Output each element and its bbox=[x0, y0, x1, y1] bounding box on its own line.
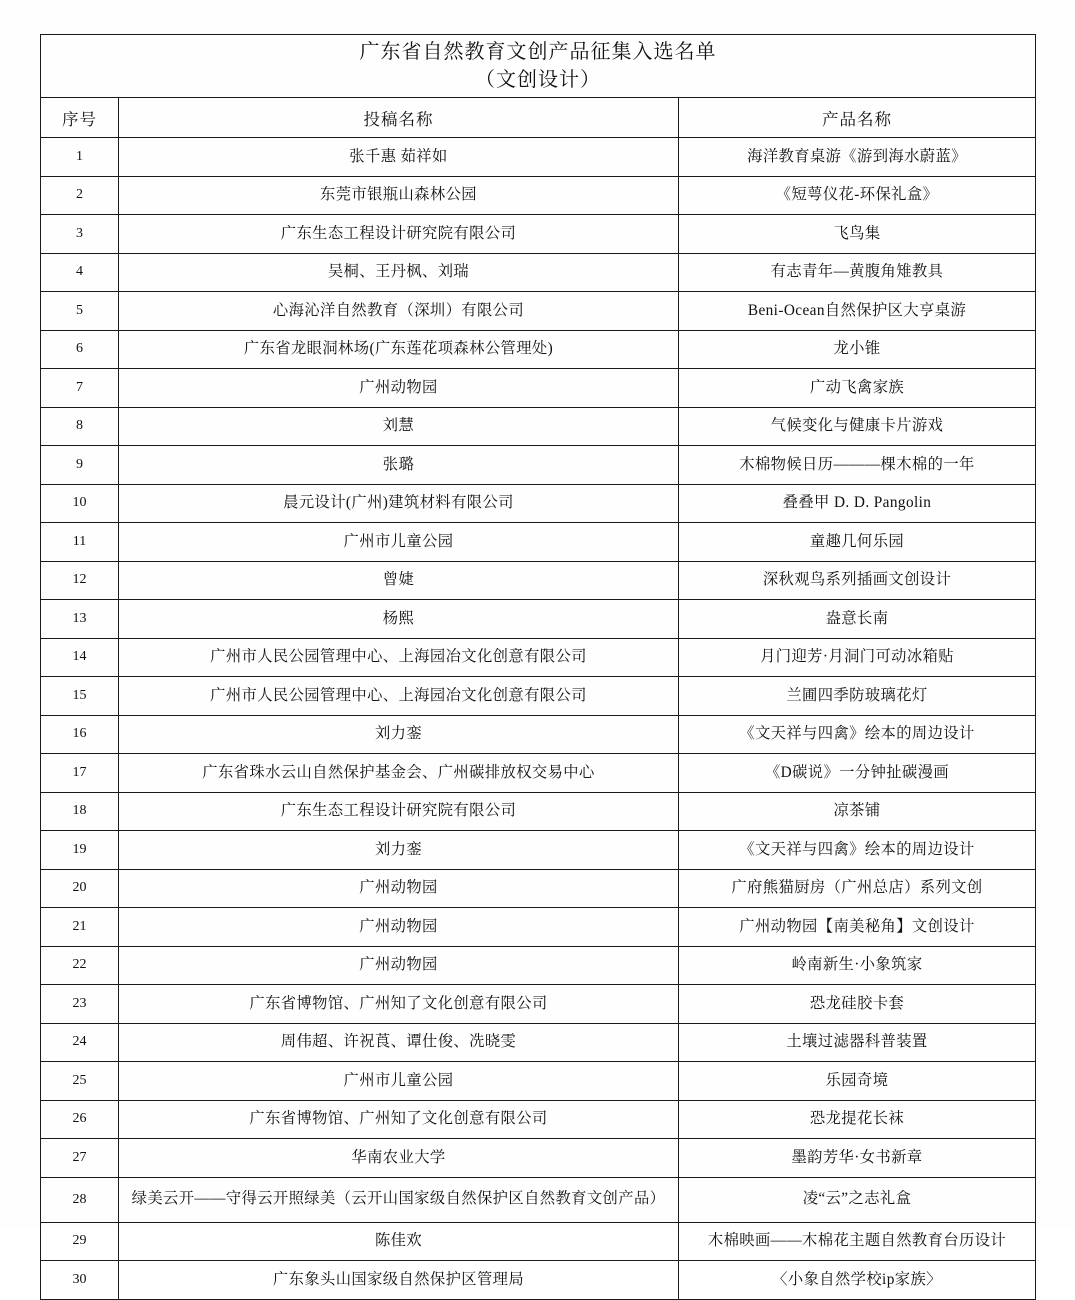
table-row bbox=[41, 369, 1036, 408]
row-no: 22 bbox=[41, 946, 119, 985]
row-product: 海洋教育桌游《游到海水蔚蓝》 bbox=[679, 138, 1036, 177]
row-product: 〈小象自然学校ip家族〉 bbox=[679, 1261, 1036, 1300]
row-product: 广动飞禽家族 bbox=[679, 369, 1036, 408]
row-name: 广州动物园 bbox=[119, 869, 679, 908]
row-no: 7 bbox=[41, 369, 119, 408]
table-body bbox=[41, 35, 1036, 1300]
row-name: 广州动物园 bbox=[119, 369, 679, 408]
row-name: 广东省博物馆、广州知了文化创意有限公司 bbox=[119, 985, 679, 1024]
table-row bbox=[41, 946, 1036, 985]
row-name: 广州市儿童公园 bbox=[119, 523, 679, 562]
table-row bbox=[41, 1100, 1036, 1139]
row-name: 刘力銮 bbox=[119, 715, 679, 754]
row-no: 30 bbox=[41, 1261, 119, 1300]
row-no: 4 bbox=[41, 253, 119, 292]
row-name: 张璐 bbox=[119, 446, 679, 485]
row-no: 11 bbox=[41, 523, 119, 562]
row-no: 1 bbox=[41, 138, 119, 177]
row-no: 18 bbox=[41, 792, 119, 831]
table-row bbox=[41, 292, 1036, 331]
table-row bbox=[41, 1023, 1036, 1062]
row-no: 5 bbox=[41, 292, 119, 331]
document-title bbox=[41, 35, 1036, 98]
row-no: 26 bbox=[41, 1100, 119, 1139]
table-row bbox=[41, 215, 1036, 254]
table-row bbox=[41, 754, 1036, 793]
row-name: 广州动物园 bbox=[119, 908, 679, 947]
row-name: 广州市人民公园管理中心、上海园冶文化创意有限公司 bbox=[119, 677, 679, 716]
row-product: 凌“云”之志礼盒 bbox=[679, 1177, 1036, 1222]
row-name: 广东省珠水云山自然保护基金会、广州碳排放权交易中心 bbox=[119, 754, 679, 793]
row-name: 广东省龙眼洞林场(广东莲花项森林公管理处) bbox=[119, 330, 679, 369]
table-row bbox=[41, 561, 1036, 600]
row-product: 木棉物候日历———棵木棉的一年 bbox=[679, 446, 1036, 485]
row-name: 刘力銮 bbox=[119, 831, 679, 870]
row-no: 15 bbox=[41, 677, 119, 716]
row-no: 28 bbox=[41, 1177, 119, 1222]
row-product: 有志青年—黄腹角雉教具 bbox=[679, 253, 1036, 292]
table-row bbox=[41, 715, 1036, 754]
row-no: 13 bbox=[41, 600, 119, 639]
row-no: 20 bbox=[41, 869, 119, 908]
row-no: 21 bbox=[41, 908, 119, 947]
table-title-row bbox=[41, 35, 1036, 98]
row-name: 东莞市银瓶山森林公园 bbox=[119, 176, 679, 215]
row-name: 吴桐、王丹枫、刘瑞 bbox=[119, 253, 679, 292]
table-row bbox=[41, 869, 1036, 908]
title-line-1: 广东省自然教育文创产品征集入选名单 bbox=[359, 40, 717, 63]
row-no: 3 bbox=[41, 215, 119, 254]
row-no: 23 bbox=[41, 985, 119, 1024]
row-name: 广东象头山国家级自然保护区管理局 bbox=[119, 1261, 679, 1300]
table-header-row bbox=[41, 98, 1036, 138]
row-no: 16 bbox=[41, 715, 119, 754]
row-product: 《文天祥与四禽》绘本的周边设计 bbox=[679, 831, 1036, 870]
row-product: 乐园奇境 bbox=[679, 1062, 1036, 1101]
table-row bbox=[41, 677, 1036, 716]
row-product: 童趣几何乐园 bbox=[679, 523, 1036, 562]
row-name: 华南农业大学 bbox=[119, 1139, 679, 1178]
row-no: 25 bbox=[41, 1062, 119, 1101]
row-product: 月门迎芳·月洞门可动冰箱贴 bbox=[679, 638, 1036, 677]
row-name: 广东省博物馆、广州知了文化创意有限公司 bbox=[119, 1100, 679, 1139]
row-name: 心海沁洋自然教育（深圳）有限公司 bbox=[119, 292, 679, 331]
table-row bbox=[41, 407, 1036, 446]
row-product: 木棉映画——木棉花主题自然教育台历设计 bbox=[679, 1222, 1036, 1261]
row-no: 24 bbox=[41, 1023, 119, 1062]
row-product: 《D碳说》一分钟扯碳漫画 bbox=[679, 754, 1036, 793]
row-product: 恐龙提花长袜 bbox=[679, 1100, 1036, 1139]
table-row bbox=[41, 176, 1036, 215]
table-row bbox=[41, 600, 1036, 639]
row-product: 气候变化与健康卡片游戏 bbox=[679, 407, 1036, 446]
column-header-no: 序号 bbox=[41, 98, 119, 138]
row-product: 广州动物园【南美秘角】文创设计 bbox=[679, 908, 1036, 947]
row-name: 晨元设计(广州)建筑材料有限公司 bbox=[119, 484, 679, 523]
row-no: 17 bbox=[41, 754, 119, 793]
row-name: 周伟超、许祝莨、谭仕俊、冼晓雯 bbox=[119, 1023, 679, 1062]
row-product: 飞鸟集 bbox=[679, 215, 1036, 254]
table-row bbox=[41, 523, 1036, 562]
row-no: 6 bbox=[41, 330, 119, 369]
row-name: 广州动物园 bbox=[119, 946, 679, 985]
table-row bbox=[41, 985, 1036, 1024]
row-product: 广府熊猫厨房（广州总店）系列文创 bbox=[679, 869, 1036, 908]
selection-list-table bbox=[40, 34, 1036, 1300]
table-row bbox=[41, 1177, 1036, 1222]
row-name: 广东生态工程设计研究院有限公司 bbox=[119, 792, 679, 831]
table-row bbox=[41, 446, 1036, 485]
table-row bbox=[41, 792, 1036, 831]
row-name: 陈佳欢 bbox=[119, 1222, 679, 1261]
table-row bbox=[41, 1139, 1036, 1178]
row-no: 10 bbox=[41, 484, 119, 523]
row-name: 绿美云开——守得云开照绿美（云开山国家级自然保护区自然教育文创产品） bbox=[119, 1177, 679, 1222]
row-no: 14 bbox=[41, 638, 119, 677]
row-no: 2 bbox=[41, 176, 119, 215]
row-no: 8 bbox=[41, 407, 119, 446]
table-row bbox=[41, 1062, 1036, 1101]
row-name: 曾婕 bbox=[119, 561, 679, 600]
row-product: 《文天祥与四禽》绘本的周边设计 bbox=[679, 715, 1036, 754]
row-product: 墨韵芳华·女书新章 bbox=[679, 1139, 1036, 1178]
row-product: Beni-Ocean自然保护区大亨桌游 bbox=[679, 292, 1036, 331]
row-product: 叠叠甲 D. D. Pangolin bbox=[679, 484, 1036, 523]
table-row bbox=[41, 253, 1036, 292]
row-name: 刘慧 bbox=[119, 407, 679, 446]
table-row bbox=[41, 138, 1036, 177]
row-no: 9 bbox=[41, 446, 119, 485]
table-row bbox=[41, 330, 1036, 369]
column-header-name: 投稿名称 bbox=[119, 98, 679, 138]
row-product: 龙小锥 bbox=[679, 330, 1036, 369]
row-product: 岭南新生·小象筑家 bbox=[679, 946, 1036, 985]
table-row bbox=[41, 831, 1036, 870]
row-name: 广州市人民公园管理中心、上海园冶文化创意有限公司 bbox=[119, 638, 679, 677]
title-line-2: （文创设计） bbox=[475, 69, 601, 91]
row-name: 张千惠 茹祥如 bbox=[119, 138, 679, 177]
row-no: 29 bbox=[41, 1222, 119, 1261]
table-row bbox=[41, 908, 1036, 947]
table-row bbox=[41, 638, 1036, 677]
row-name: 广东生态工程设计研究院有限公司 bbox=[119, 215, 679, 254]
row-product: 兰圃四季防玻璃花灯 bbox=[679, 677, 1036, 716]
row-no: 19 bbox=[41, 831, 119, 870]
table-row bbox=[41, 484, 1036, 523]
row-product: 凉茶铺 bbox=[679, 792, 1036, 831]
row-no: 12 bbox=[41, 561, 119, 600]
row-product: 土壤过滤器科普装置 bbox=[679, 1023, 1036, 1062]
column-header-product: 产品名称 bbox=[679, 98, 1036, 138]
row-product: 《短萼仪花-环保礼盒》 bbox=[679, 176, 1036, 215]
row-no: 27 bbox=[41, 1139, 119, 1178]
row-product: 深秋观鸟系列插画文创设计 bbox=[679, 561, 1036, 600]
row-name: 广州市儿童公园 bbox=[119, 1062, 679, 1101]
row-product: 恐龙硅胶卡套 bbox=[679, 985, 1036, 1024]
table-row bbox=[41, 1261, 1036, 1300]
row-name: 杨熙 bbox=[119, 600, 679, 639]
row-product: 盎意长南 bbox=[679, 600, 1036, 639]
